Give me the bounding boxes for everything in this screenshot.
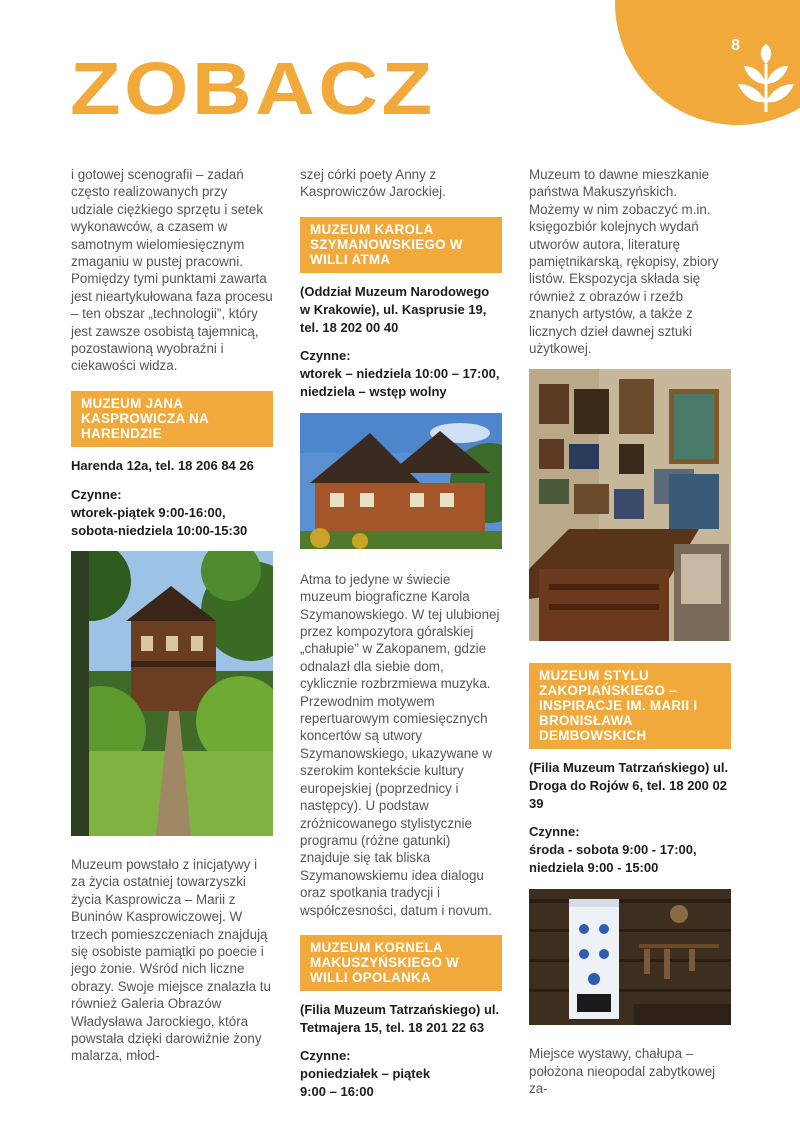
museum-szymanowski-hours: wtorek – niedziela 10:00 – 17:00, niedziela – wstęp wolny [300, 365, 500, 399]
museum-makuszynski-hours-2: 9:00 – 16:00 [300, 1083, 374, 1099]
page-title: ZOBACZ [70, 47, 436, 130]
museum-kasprowicz-hours-2: sobota-niedziela 10:00-15:30 [71, 523, 248, 538]
col3-intro-text: Muzeum to dawne mieszkanie państwa Makuszyńskich. Możemy w nim zobaczyć m.in. księgozbiór kolejnych wydań utworów autora, literaturę pamiętnikarską, rękopisy, zbiory listów. Ekspozycja składa się również z obrazów i rzeźb znanych artystów, a także z licznych dzieł dawnej sztuki użytkowej. [529, 167, 719, 357]
col2-body-text: Atma to jedyne w świecie muzeum biograficzne Karola Szymanowskiego. W tej ulubionej przez kompozytora góralskiej „chałupie” w Zakopanem, gdzie odnalazł dla siebie dom, cyklicznie rozbrzmiewa muzyka. Przewodnim motywem repertuarowym comiesięcznych koncertów są utwory Szymanowskiego, ukazywane w szerokim kontekście kultury europejskiej (poprzednicy i następcy). U podstaw zróżnicowanego stylistycznie programu (różne gatunki) znajduje się tak bliska Szymanowskiemu idea dialogu oraz spotkania tradycji i współczesności, datum i novum. [300, 571, 500, 918]
museum-kasprowicz-hours-1: wtorek-piątek 9:00-16:00, [71, 505, 226, 520]
col2-intro-text: szej córki poety Anny z Kasprowiczów Jarockiej. [300, 167, 446, 200]
museum-makuszynski-address: (Filia Muzeum Tatrzańskiego) ul. Tetmajera 15, tel. 18 201 22 63 [300, 1001, 500, 1035]
museum-zakopane-style-address: (Filia Muzeum Tatrzańskiego) ul. Droga do Rojów 6, tel. 18 200 02 39 [529, 760, 729, 812]
page-number: 8 [731, 37, 740, 54]
column-2 [300, 166, 502, 1101]
museum-makuszynski-hours-label: Czynne: [300, 1047, 351, 1063]
col3-body-text: Miejsce wystawy, chałupa – położona nieopodal zabytkowej za- [529, 1046, 716, 1097]
museum-szymanowski-heading: MUZEUM KAROLA SZYMANOWSKIEGO W WILLI ATMA [300, 217, 502, 273]
museum-interior-photo [529, 369, 731, 641]
leaf-icon [736, 44, 796, 114]
col1-body-text: Muzeum powstało z inicjatywy i za życia ostatniej towarzyszki życia Kasprowicza – Marii z Buninów Kasprowiczowej. W trzech pomieszczeniach znajdują się osobiste pamiątki po poecie i jego żonie. Wśród nich liczne obrazy. Swoje miejsce znalazła tu również Galeria Obrazów Władysława Jarockiego, która powstała dzięki darowiźnie żony malarza, młod- [71, 857, 271, 1064]
wooden-villa-photo [71, 551, 273, 836]
museum-szymanowski-hours-label: Czynne: [300, 347, 351, 363]
museum-kasprowicz-address: Harenda 12a, tel. 18 206 84 26 [71, 458, 254, 473]
museum-szymanowski-address: (Oddział Muzeum Narodowego w Krakowie), ul. Kasprusie 19, tel. 18 202 00 40 [300, 283, 490, 335]
villa-atma-photo [300, 413, 502, 549]
museum-makuszynski-heading: MUZEUM KORNELA MAKUSZYŃSKIEGO W WILLI OPOLANKA [300, 935, 502, 991]
museum-zakopane-style-hours: środa - sobota 9:00 - 17:00, niedziela 9:00 - 15:00 [529, 842, 697, 876]
museum-makuszynski-hours-1: poniedziałek – piątek [300, 1065, 431, 1081]
column-3 [529, 166, 731, 1098]
highland-hut-interior-photo [529, 889, 731, 1025]
museum-zakopane-style-hours-label: Czynne: [529, 824, 580, 840]
museum-kasprowicz-heading: MUZEUM JANA KASPROWICZA NA HARENDZIE [71, 391, 273, 447]
column-1 [71, 166, 273, 1065]
museum-zakopane-style-heading: MUZEUM STYLU ZAKOPIAŃSKIEGO – INSPIRACJE IM. MARII I BRONISŁAWA DEMBOWSKICH [529, 663, 731, 749]
col1-intro-text: i gotowej scenografii – zadań często realizowanych przy udziale ciężkiego sprzętu i setek wykonawców, a czasem w samotnym wielomiesięcznym zmaganiu w pustej pracowni. Pomiędzy tymi punktami zawarta jest nieartykułowana faza procesu – ten obszar „technologii”, który jest zawsze osobistą tajemnicą, pozostawioną wyobraźni i ciekawości widza. [71, 167, 273, 374]
museum-kasprowicz-hours-label: Czynne: [71, 487, 122, 502]
